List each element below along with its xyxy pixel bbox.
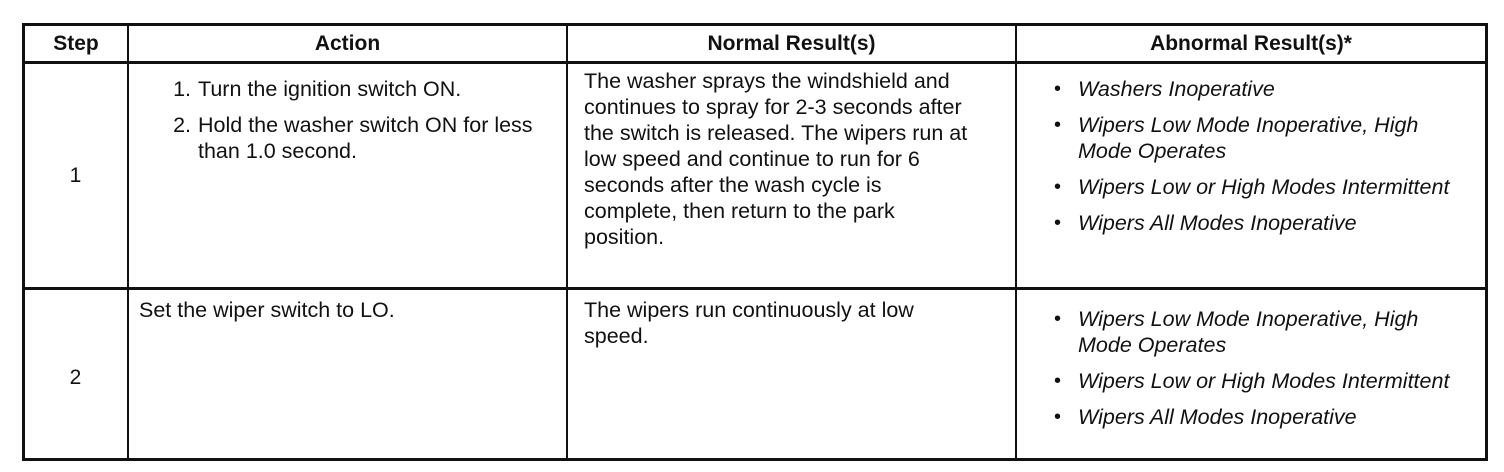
header-step: Step <box>53 32 99 55</box>
diagnostic-table <box>22 23 1488 461</box>
list-item: • Wipers All Modes Inoperative <box>1054 211 1357 235</box>
bullet-icon: • <box>1054 78 1062 100</box>
list-item: • Wipers Low or High Modes Intermittent <box>1054 369 1450 393</box>
row-divider <box>25 287 1485 290</box>
abnormal-results-2 <box>1054 306 1469 440</box>
abnormal-list <box>1054 76 1469 236</box>
bullet-icon: • <box>1054 308 1062 330</box>
normal-result-2: The wipers run continuously at low speed. <box>584 298 914 348</box>
list-item: • Wipers Low or High Modes Intermittent <box>1054 175 1450 199</box>
header-abnormal-results: Abnormal Result(s)* <box>1150 32 1352 55</box>
column-divider <box>127 26 129 458</box>
step-number-2: 2 <box>69 366 82 389</box>
column-divider <box>566 26 568 458</box>
abnormal-results-1 <box>1054 76 1469 246</box>
action-cell-2: Set the wiper switch to LO. <box>139 298 395 322</box>
action-cell-1 <box>163 76 548 174</box>
bullet-icon: • <box>1054 114 1062 136</box>
action-list <box>163 76 548 164</box>
bullet-icon: • <box>1054 370 1062 392</box>
list-item: • Washers Inoperative <box>1054 77 1275 101</box>
action-item: 2. Hold the washer switch ON for less than 1.0 second. <box>173 113 533 163</box>
list-item: • Wipers Low Mode Inoperative, High Mode Operates <box>1054 113 1419 163</box>
bullet-icon: • <box>1054 212 1062 234</box>
bullet-icon: • <box>1054 406 1062 428</box>
bullet-icon: • <box>1054 176 1062 198</box>
list-item: • Wipers Low Mode Inoperative, High Mode Operates <box>1054 307 1419 357</box>
column-divider <box>1015 26 1017 458</box>
header-normal-results: Normal Result(s) <box>707 32 876 55</box>
header-action: Action <box>314 32 381 55</box>
action-item: 1. Turn the ignition switch ON. <box>173 77 462 101</box>
normal-result-1: The washer sprays the windshield and continues to spray for 2-3 seconds after the switch is released. The wipers run at low speed and continue to run for 6 seconds after the wash cycle is complete, then return to the park position. <box>584 69 968 249</box>
step-number-1: 1 <box>69 164 82 187</box>
abnormal-list <box>1054 306 1469 430</box>
list-item: • Wipers All Modes Inoperative <box>1054 405 1357 429</box>
